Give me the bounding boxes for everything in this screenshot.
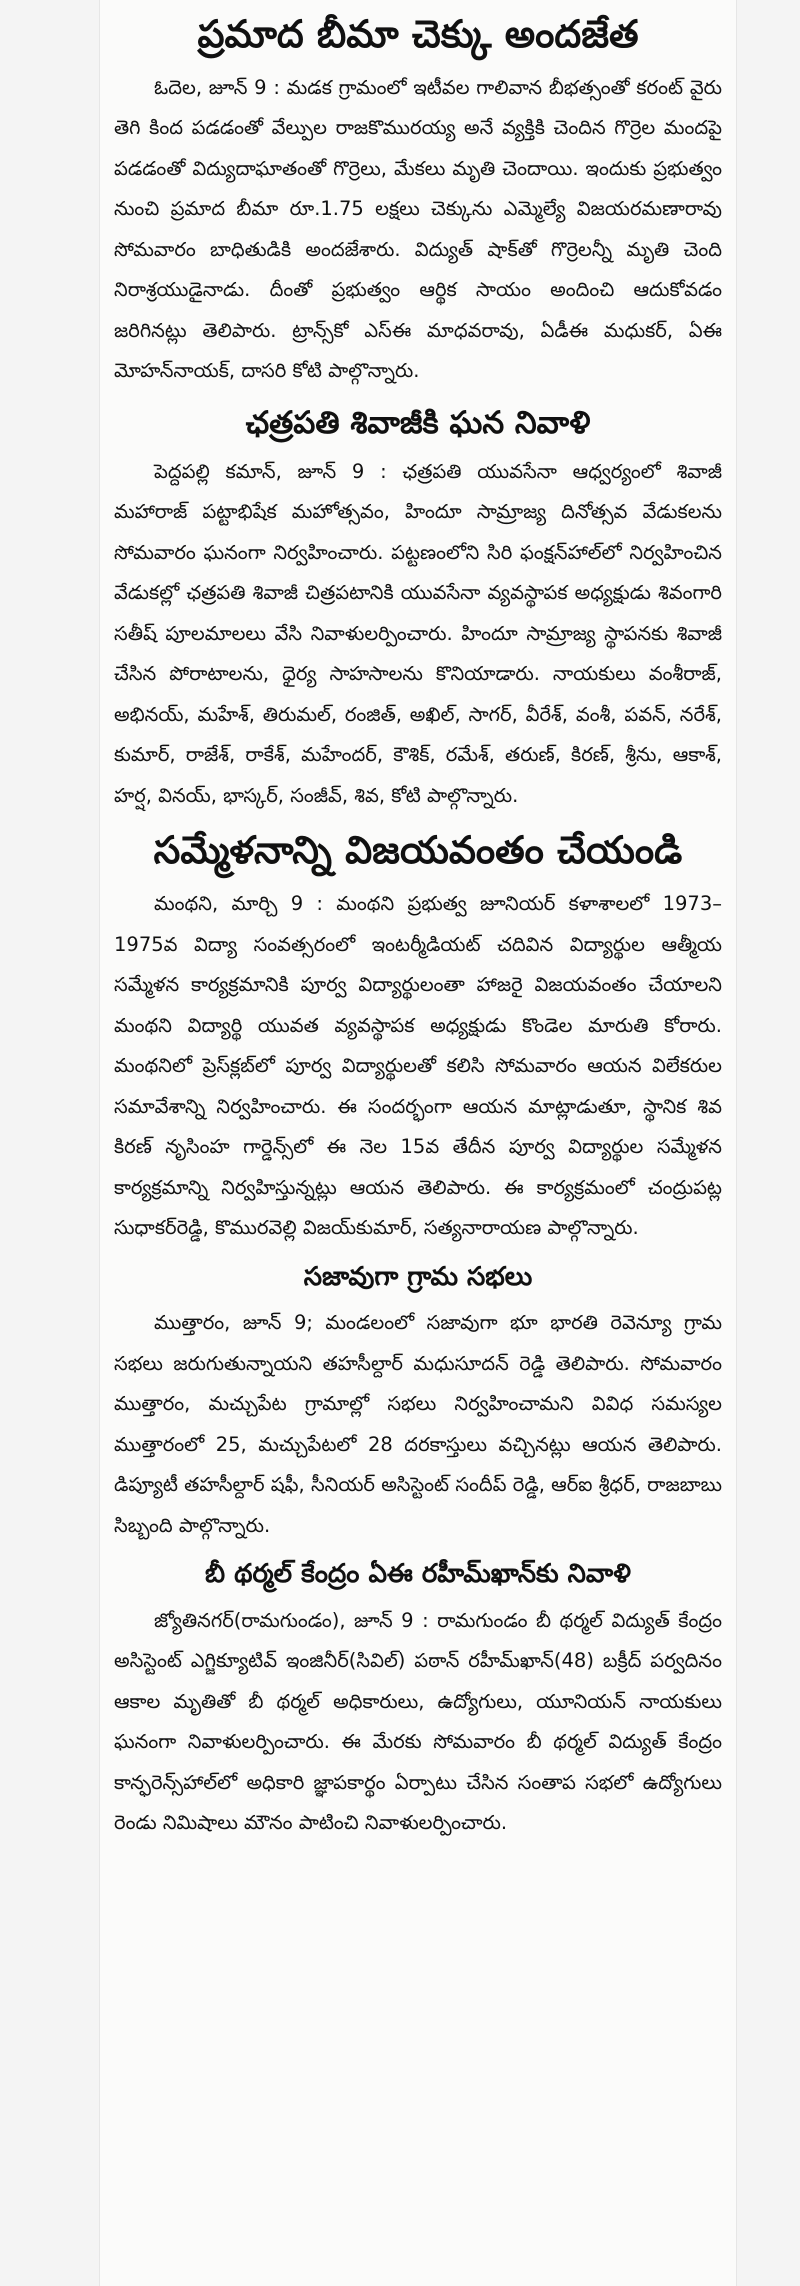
article-alumni-meet [114,830,722,1248]
article-headline: ఛత్రపతి శివాజీకి ఘన నివాళి [245,404,591,441]
article-thermal-tribute [114,1560,722,1844]
article-body: పెద్దపల్లి కమాన్, జూన్ 9 : ఛత్రపతి యువసేనా ఆధ్వర్యంలో శివాజీ మహారాజ్ పట్టాభిషేక మహోత్సవం, హిందూ సామ్రాజ్య దినోత్సవ వేడుకలను సోమవారం ఘనంగా నిర్వహించారు. పట్టణంలోని సిరి ఫంక్షన్‌హాల్‌లో నిర్వహించిన వేడుకల్లో ఛత్రపతి శివాజీ చిత్రపటానికి యువసేనా వ్యవస్థాపక అధ్యక్షుడు శివంగారి సతీష్ పూలమాలలు వేసి నివాళులర్పించారు. హిందూ సామ్రాజ్య స్థాపనకు శివాజీ చేసిన పోరాటాలను, ధైర్య సాహసాలను కొనియాడారు. నాయకులు వంశీరాజ్, అభినయ్, మహేశ్, తిరుమల్, రంజిత్, అఖిల్, సాగర్, వీరేశ్, వంశీ, పవన్, నరేశ్, కుమార్, రాజేశ్, రాకేశ్, మహేందర్, కౌశిక్, రమేశ్, తరుణ్, కిరణ్, శ్రీను, ఆకాశ్, హర్ష, వినయ్, భాస్కర్, సంజీవ్, శివ, కోటి పాల్గొన్నారు. [114,459,722,807]
article-headline: సజావుగా గ్రామ సభలు [303,1261,533,1292]
article-shivaji-tribute [114,406,722,817]
article-body: ముత్తారం, జూన్ 9; మండలంలో సజావుగా భూ భారతి రెవెన్యూ గ్రామ సభలు జరుగుతున్నాయని తహసీల్దార్ మధుసూదన్ రెడ్డి తెలిపారు. సోమవారం ముత్తారం, మచ్చుపేట గ్రామాల్లో సభలు నిర్వహించామని వివిధ సమస్యల ముత్తారంలో 25, మచ్చుపేటలో 28 దరకాస్తులు వచ్చినట్లు ఆయన తెలిపారు. డిప్యూటీ తహసీల్దార్ షఫీ, సీనియర్ అసిస్టెంట్ సందీప్ రెడ్డి, ఆర్ఐ శ్రీధర్, రాజబాబు సిబ్బంది పాల్గొన్నారు. [114,1311,722,1537]
article-body: ఓదెల, జూన్ 9 : మడక గ్రామంలో ఇటీవల గాలివాన బీభత్సంతో కరంట్ వైరు తెగి కింద పడడంతో వేల్పుల రాజకొమురయ్య అనే వ్యక్తికి చెందిన గొర్రెల మందపై పడడంతో విద్యుదాఘాతంతో గొర్రెలు, మేకలు మృతి చెందాయి. ఇందుకు ప్రభుత్వం నుంచి ప్రమాద బీమా రూ.1.75 లక్షలు చెక్కును ఎమ్మెల్యే విజయరమణారావు సోమవారం బాధితుడికి అందజేశారు. విద్యుత్ షాక్‌తో గొర్రెలన్నీ మృతి చెంది నిరాశ్రయుడైనాడు. దీంతో ప్రభుత్వం ఆర్థిక సాయం అందించి ఆదుకోవడం జరిగినట్లు తెలిపారు. ట్రాన్స్‌కో ఎస్ఈ మాధవరావు, ఏడీఈ మధుకర్, ఏఈ మోహన్‌నాయక్, దాసరి కోటి పాల్గొన్నారు. [114,75,722,383]
news-column [100,0,736,2286]
article-body: మంథని, మార్చి 9 : మంథని ప్రభుత్వ జూనియర్ కళాశాలలో 1973–1975వ విద్యా సంవత్సరంలో ఇంటర్మీడియట్ చదివిన విద్యార్థుల ఆత్మీయ సమ్మేళన కార్యక్రమానికి పూర్వ విద్యార్థులంతా హాజరై విజయవంతం చేయాలని మంథని విద్యార్థి యువత వ్యవస్థాపక అధ్యక్షుడు కొండెల మారుతి కోరారు. మంథనిలో ప్రెస్‌క్లబ్‌లో పూర్వ విద్యార్థులతో కలిసి సోమవారం ఆయన విలేకరుల సమావేశాన్ని నిర్వహించారు. ఈ సందర్భంగా ఆయన మాట్లాడుతూ, స్థానిక శివ కిరణ్ నృసింహ గార్డెన్స్‌లో ఈ నెల 15వ తేదీన పూర్వ విద్యార్థుల సమ్మేళన కార్యక్రమాన్ని నిర్వహిస్తున్నట్లు ఆయన తెలిపారు. ఈ కార్యక్రమంలో చంద్రుపట్ల సుధాకర్‌రెడ్డి, కొమురవెల్లి విజయ్‌కుమార్, సత్యనారాయణ పాల్గొన్నారు. [114,892,722,1240]
article-village-meetings [114,1263,722,1547]
article-headline: ప్రమాద బీమా చెక్కు అందజేత [197,12,639,56]
page-bottom-fade [100,2264,736,2286]
article-headline: సమ్మేళనాన్ని విజయవంతం చేయండి [153,828,683,873]
article-headline: బీ థర్మల్ కేంద్రం ఏఈ రహీమ్‌ఖాన్‌కు నివాళి [205,1559,631,1590]
article-body: జ్యోతినగర్(రామగుండం), జూన్ 9 : రామగుండం బీ థర్మల్ విద్యుత్ కేంద్రం అసిస్టెంట్ ఎగ్జిక్యూటివ్ ఇంజినీర్(సివిల్) పఠాన్ రహీమ్‌ఖాన్(48) బక్రీద్ పర్వదినం ఆకాల మృతితో బీ థర్మల్ అధికారులు, ఉద్యోగులు, యూనియన్ నాయకులు ఘనంగా నివాళులర్పించారు. ఈ మేరకు సోమవారం బీ థర్మల్ విద్యుత్ కేంద్రం కాన్ఫరెన్స్‌హాల్‌లో అధికారి జ్ఞాపకార్థం ఏర్పాటు చేసిన సంతాప సభలో ఉద్యోగులు రెండు నిమిషాలు మౌనం పాటించి నివాళులర్పించారు. [114,1608,722,1835]
article-insurance-cheque [114,14,722,392]
